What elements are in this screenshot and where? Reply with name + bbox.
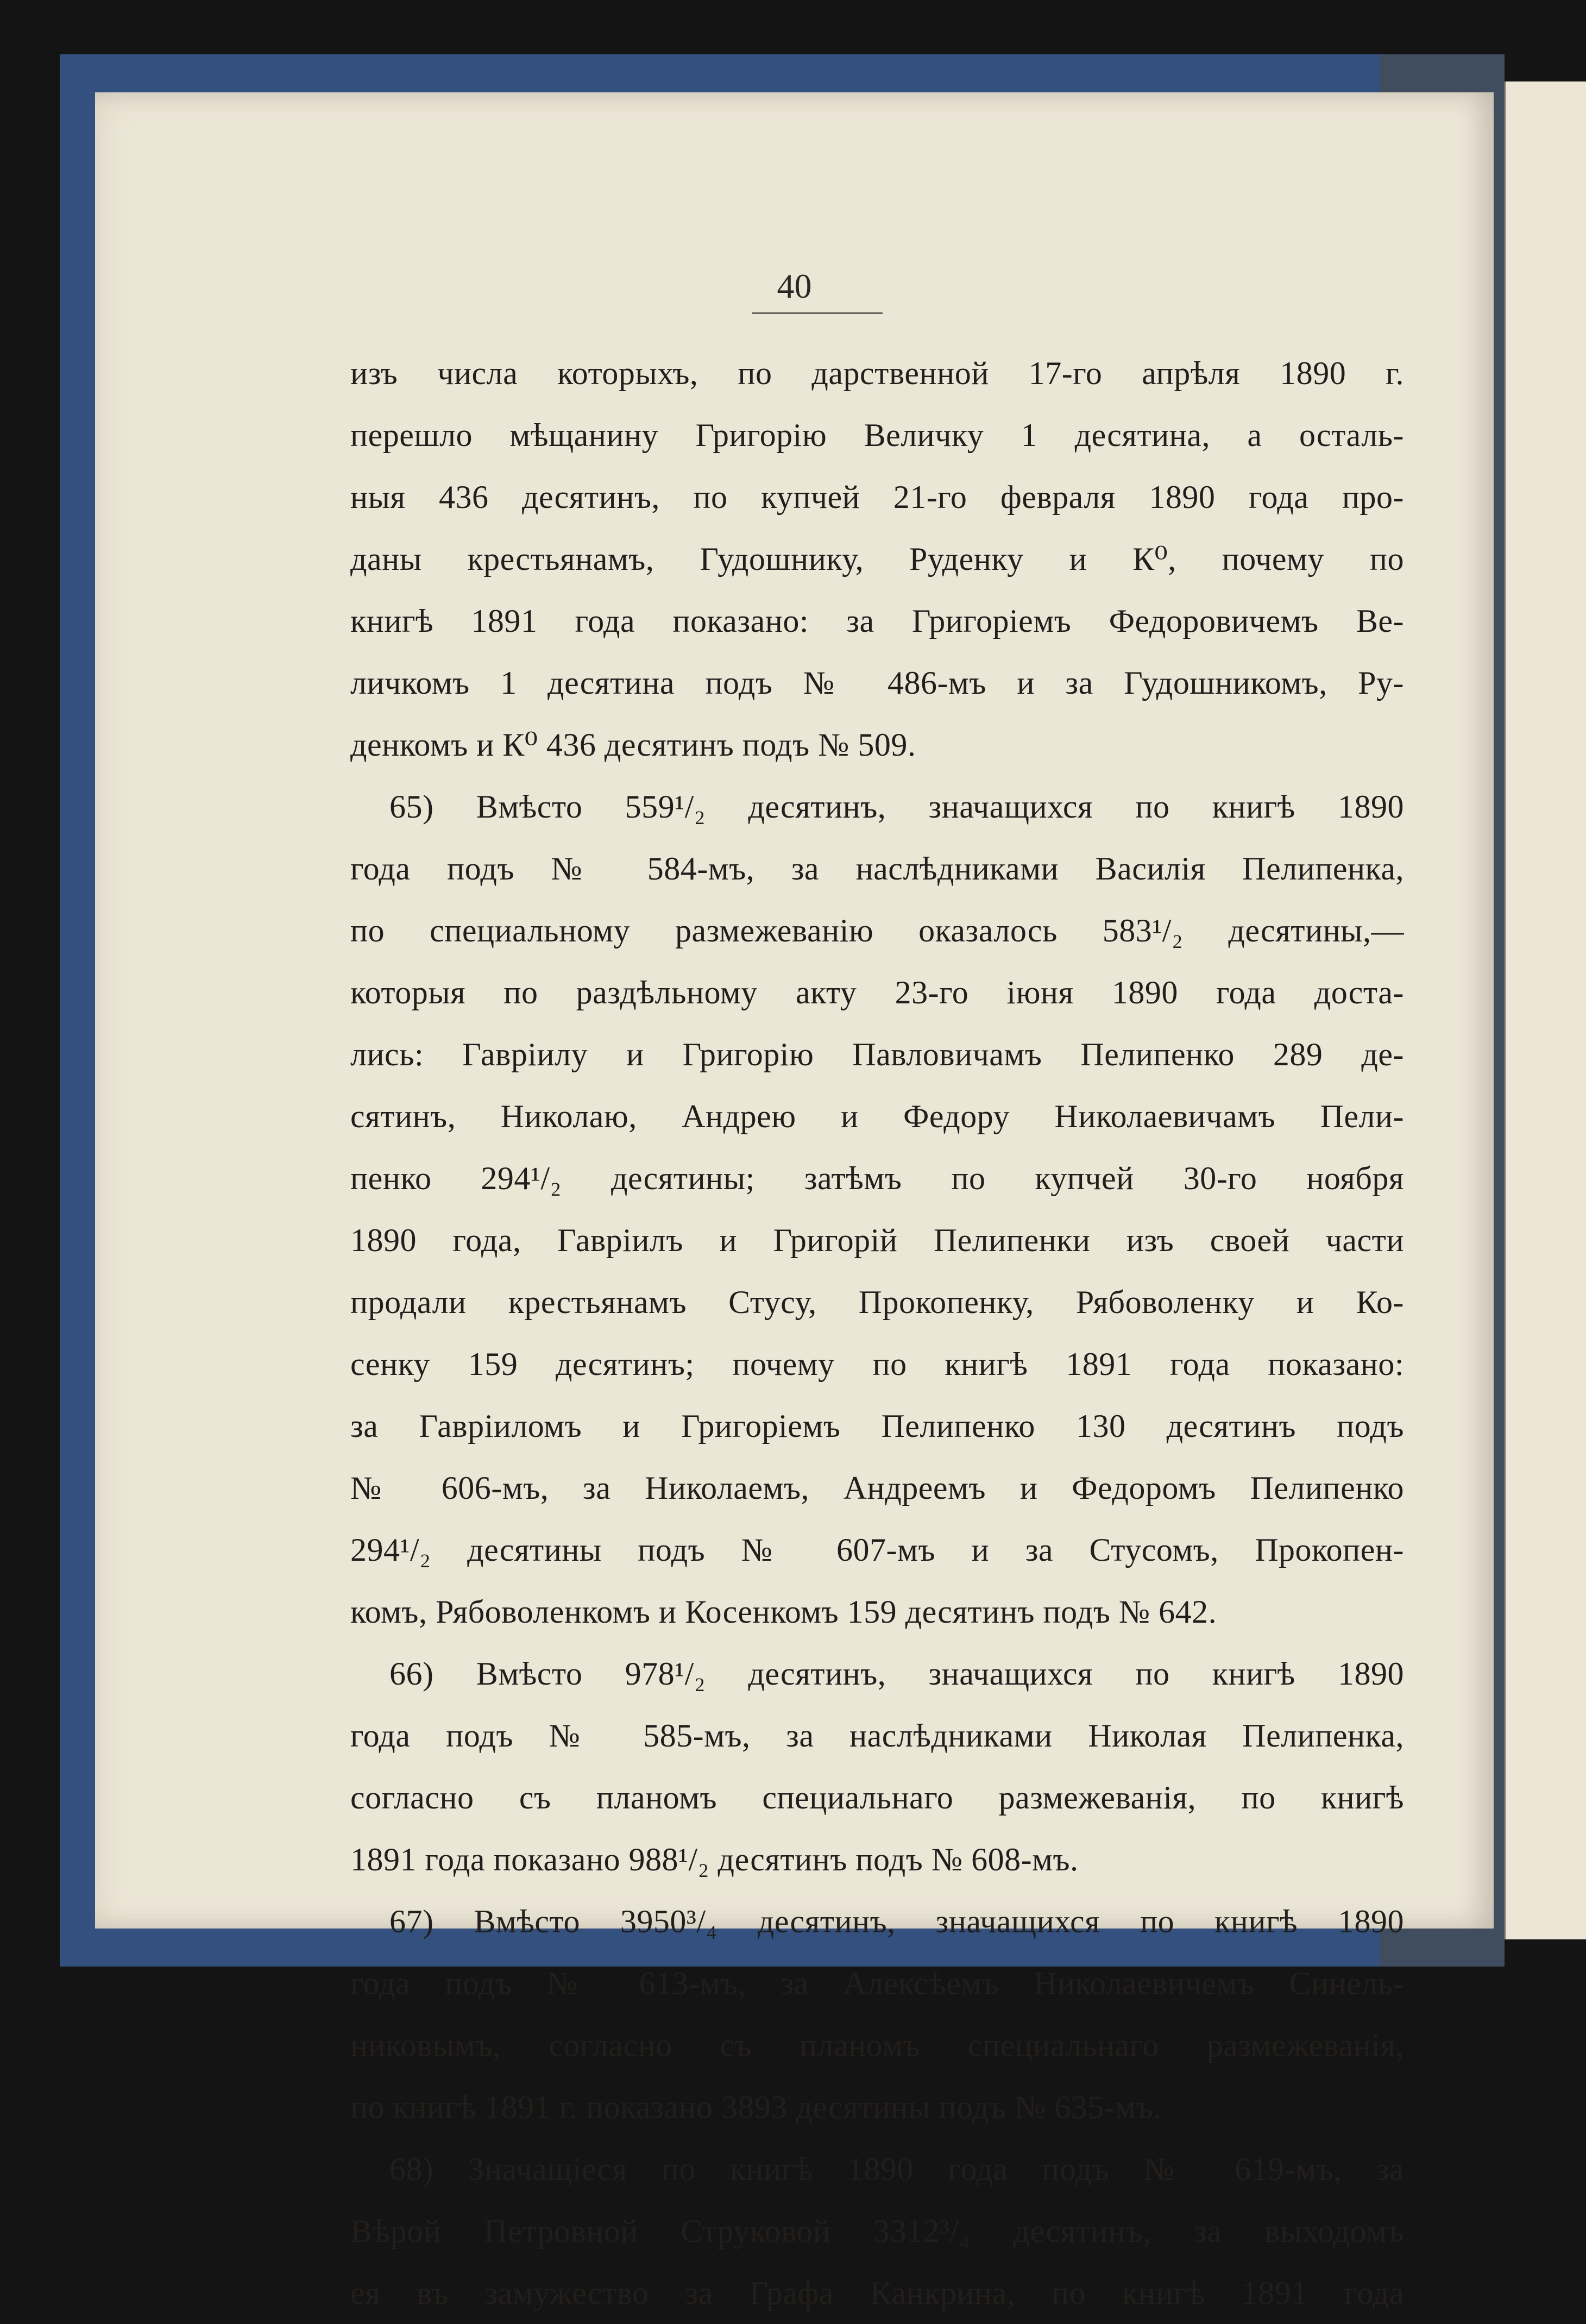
text-line: Вѣрой Петровной Струковой 3312³/₄ десятинъ, за выходомъ [350,2213,1404,2249]
text-line: 67) Вмѣсто 3950³/₄ десятинъ, значащихся по книгѣ 1890 [389,1904,1404,1939]
text-line: 1891 года показано 988¹/₂ десятинъ подъ № 608-мъ. [350,1842,1079,1877]
text-line: сенку 159 десятинъ; почему по книгѣ 1891 года показано: [350,1346,1404,1382]
page-number: 40 [777,267,812,305]
text-line: № 606-мъ, за Николаемъ, Андреемъ и Федоромъ Пелипенко [350,1470,1404,1506]
page-number-rule [752,312,883,314]
text-line: изъ числа которыхъ, по дарственной 17-го апрѣля 1890 г. [350,355,1404,391]
text-line: за Гаврiиломъ и Григоріемъ Пелипенко 130 десятинъ подъ [350,1408,1404,1444]
text-line: по книгѣ 1891 г. показано 3893 десятины подъ № 635-мъ. [350,2089,1162,2125]
text-line: 1890 года, Гаврiилъ и Григорій Пелипенки изъ своей части [350,1222,1404,1258]
text-line: года подъ № 613-мъ, за Алексѣемъ Николаевичемъ Синель- [350,1965,1404,2001]
text-line: лись: Гаврiилу и Григорію Павловичамъ Пелипенко 289 де- [350,1037,1404,1072]
text-line: по специальному размежеванію оказалось 583¹/₂ десятины,— [350,913,1404,949]
text-line: даны крестьянамъ, Гудошнику, Руденку и К⁰, почему по [350,541,1404,577]
text-line: года подъ № 584-мъ, за наслѣдниками Василія Пелипенка, [350,851,1404,887]
text-line: которыя по раздѣльному акту 23-го іюня 1890 года доста- [350,975,1404,1010]
text-line: перешло мѣщанину Григорію Величку 1 десятина, а осталь- [350,417,1404,453]
text-line: 66) Вмѣсто 978¹/₂ десятинъ, значащихся по книгѣ 1890 [389,1656,1404,1692]
text-line: продали крестьянамъ Стусу, Прокопенку, Рябоволенку и Ко- [350,1284,1404,1320]
text-line: 65) Вмѣсто 559¹/₂ десятинъ, значащихся по книгѣ 1890 [389,789,1404,825]
text-line: книгѣ 1891 года показано: за Григоріемъ Федоровичемъ Ве- [350,603,1404,639]
text-line: ныя 436 десятинъ, по купчей 21-го февраля 1890 года про- [350,479,1404,515]
text-line: 294¹/₂ десятины подъ № 607-мъ и за Стусомъ, Прокопен- [350,1532,1404,1568]
text-line: денкомъ и К⁰ 436 десятинъ подъ № 509. [350,727,916,763]
text-line: никовымъ, согласно съ планомъ специальнаго размежеванія, [350,2027,1404,2063]
text-line: сятинъ, Николаю, Андрею и Федору Николаевичамъ Пели- [350,1098,1404,1134]
text-line: года подъ № 585-мъ, за наслѣдниками Николая Пелипенка, [350,1718,1404,1754]
page-text [350,342,1404,2324]
text-line: пенко 294¹/₂ десятины; затѣмъ по купчей 30-го ноября [350,1160,1404,1196]
text-line: комъ, Рябоволенкомъ и Косенкомъ 159 десятинъ подъ № 642. [350,1594,1217,1630]
adjacent-page-edge [1505,81,1586,1939]
book-page [95,92,1494,2311]
text-line: согласно съ планомъ специальнаго размежеванія, по книгѣ [350,1780,1404,1816]
text-line: личкомъ 1 десятина подъ № 486-мъ и за Гудошникомъ, Ру- [350,665,1404,701]
text-line: 68) Значащіеся по книгѣ 1890 года подъ № 619-мъ, за [389,2151,1404,2187]
text-line: ея въ замужество за Графа Канкрина, по книгѣ 1891 года [350,2275,1404,2311]
